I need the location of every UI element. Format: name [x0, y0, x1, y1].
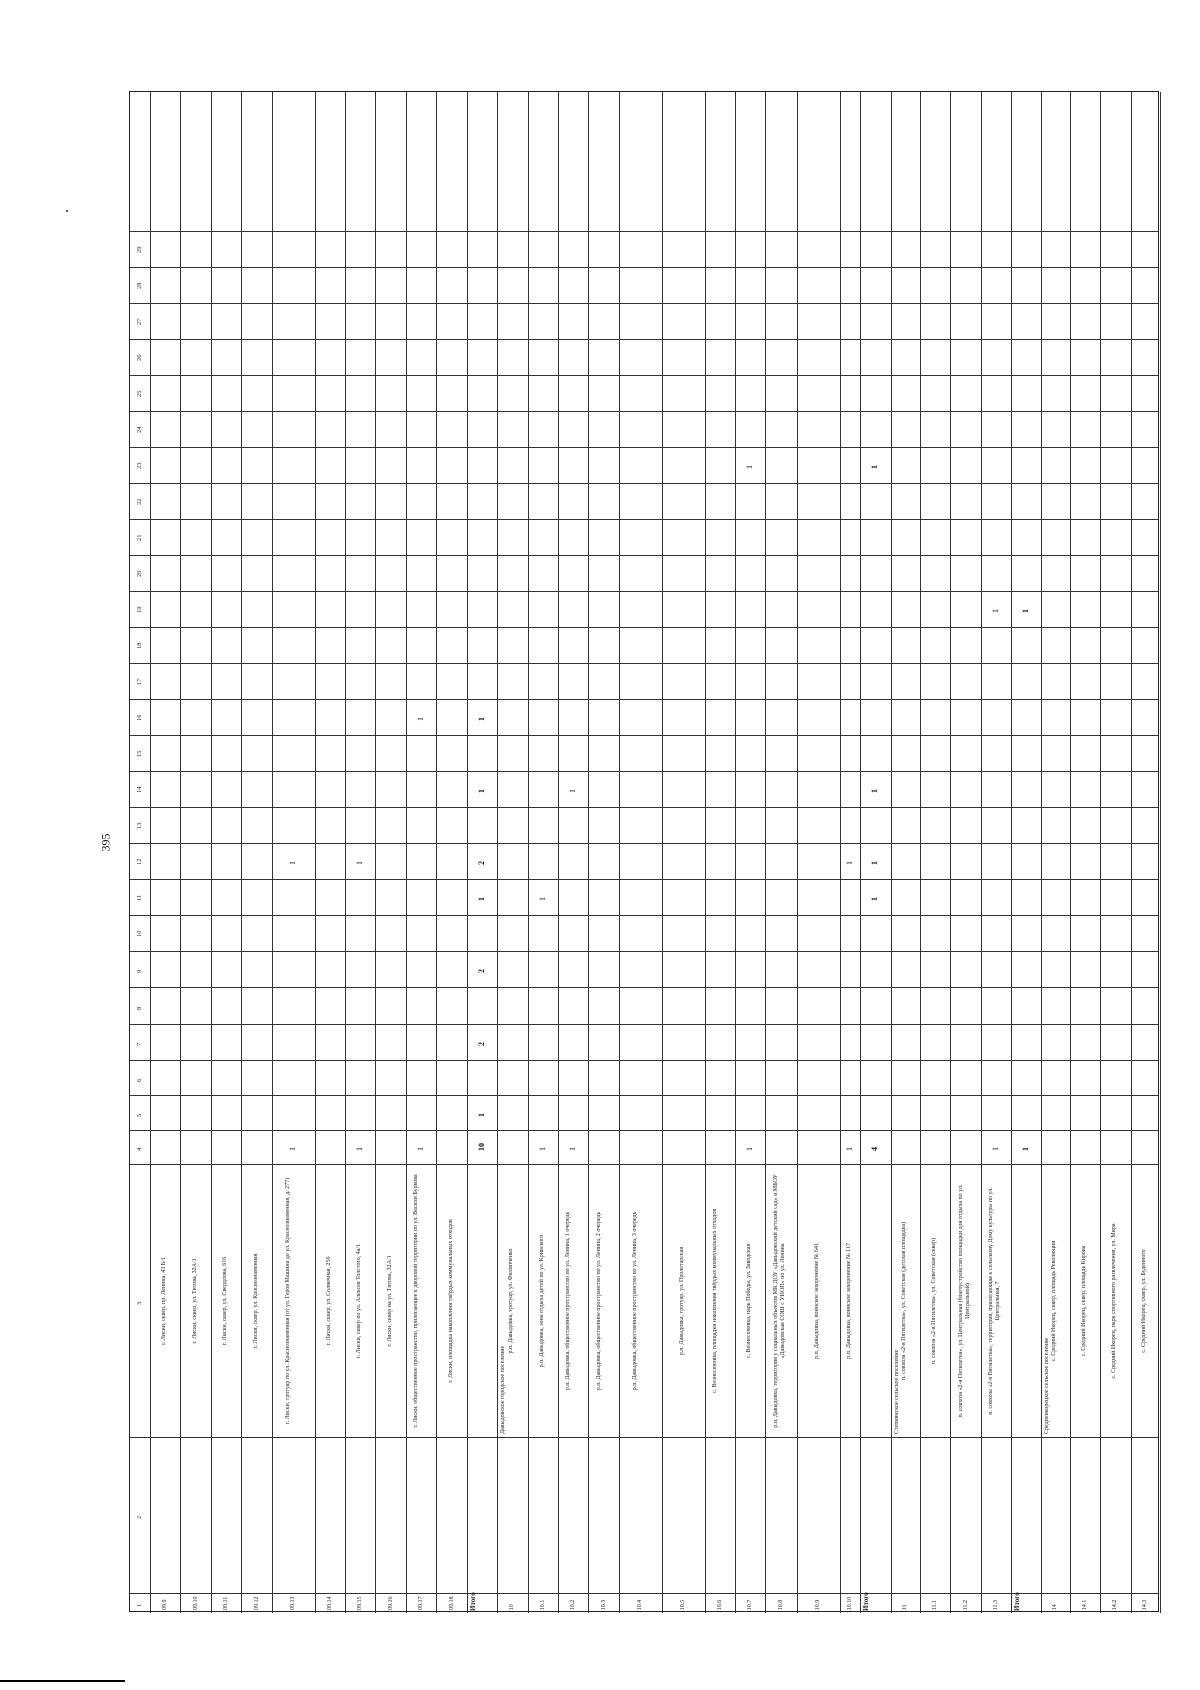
column-divider — [130, 1060, 1158, 1061]
column-divider — [130, 879, 1158, 880]
object-address: р.п. Давыдовка, общественное пространство по ул. Ленина, 1 очередь — [565, 1211, 572, 1391]
row-number: 109.12 — [253, 1596, 260, 1613]
object-address: р.п. Давыдовка, тротуар, ул. Пролетарская — [679, 1246, 686, 1356]
bottom-rule — [0, 1680, 125, 1682]
cell-value: 1 — [288, 1147, 298, 1151]
object-address: с. Средний Икорец, сквер, площадь Кирова — [1081, 1245, 1088, 1357]
cell-value: 1 — [476, 789, 486, 793]
column-number: 22 — [136, 498, 143, 505]
column-number: 6 — [136, 1078, 143, 1082]
object-address: г. Лиски, сквер, ул. Титова, 32А/1 — [191, 1258, 198, 1344]
column-divider — [130, 771, 1158, 772]
cell-value: 1 — [355, 1147, 365, 1151]
row-number: 109.16 — [387, 1596, 394, 1613]
column-divider — [130, 1593, 1158, 1594]
column-number: 5 — [136, 1113, 143, 1117]
object-address: р.п. Давыдовка, воинское захоронение № 117 — [846, 1243, 852, 1359]
row-number: 109.15 — [357, 1596, 364, 1613]
row-divider — [272, 92, 273, 1613]
column-number: 21 — [136, 534, 143, 541]
row-divider — [588, 92, 589, 1613]
page-number: 395 — [98, 833, 113, 852]
row-divider — [1131, 92, 1132, 1613]
row-divider — [735, 92, 736, 1613]
row-number: 110.10 — [847, 1596, 853, 1613]
row-divider — [211, 92, 212, 1613]
column-number: 24 — [136, 426, 143, 433]
row-number: 114.2 — [1112, 1599, 1119, 1613]
column-divider — [130, 483, 1158, 484]
row-number: 110.2 — [570, 1599, 577, 1613]
row-number: 111.2 — [962, 1599, 969, 1613]
cell-value: 1 — [537, 897, 547, 901]
column-divider — [130, 339, 1158, 340]
column-number: 11 — [136, 894, 143, 901]
column-divider — [130, 1437, 1158, 1438]
cell-value: 1 — [870, 465, 880, 469]
column-number: 13 — [136, 822, 143, 829]
object-address: р.п. Давыдовка, тротуар, ул. Филипченко — [508, 1248, 515, 1354]
cell-value: 10 — [476, 1143, 486, 1151]
column-number: 29 — [136, 246, 143, 253]
object-address: п. совхоза «2-я Пятилетка», ул. Советская (детская площадка) — [901, 1221, 908, 1381]
row-divider — [467, 92, 468, 1613]
column-divider — [130, 231, 1158, 232]
cell-value: 1 — [870, 861, 880, 865]
column-number: 25 — [136, 390, 143, 397]
object-address: р.п. Давыдовка, воинское захоронение № 641 — [814, 1243, 821, 1359]
column-divider — [130, 555, 1158, 556]
row-divider — [797, 92, 798, 1613]
object-address: р.п. Давыдовка, территория у социальных объектов МК ДОУ «Давыдовский детский сад» и МБОУ «Давыдовская СОШ с УИОП» по ул. Ленина — [773, 1174, 787, 1428]
object-address: с. Вознесеновка, площадки накопления твёрдых коммунальных отходов — [711, 1208, 718, 1394]
row-number: 110.4 — [637, 1599, 644, 1613]
object-address: с. Средний Икорец, парк спортивного развлечения, ул. Мира — [1111, 1223, 1118, 1379]
row-number: 111.3 — [992, 1599, 999, 1613]
cell-value: 1 — [745, 465, 755, 469]
column-number: 28 — [136, 282, 143, 289]
object-address: с. Вознесеновка, парк Победы, ул. Заводская — [746, 1243, 753, 1359]
object-address: г. Лиски, сквер, ул. Солнечная, 256 — [325, 1256, 332, 1346]
cell-value: 2 — [476, 969, 486, 973]
row-number: 114.1 — [1082, 1599, 1089, 1613]
row-divider — [860, 92, 861, 1613]
object-address: г. Лиски, общественное пространство, прилегающее к дворовой территории по ул. Васили Буркова — [413, 1174, 420, 1428]
total-label: Итого — [862, 1592, 871, 1611]
row-divider — [497, 92, 498, 1613]
row-divider — [345, 92, 346, 1613]
column-number: 14 — [136, 786, 143, 793]
column-number: 7 — [136, 1042, 143, 1046]
column-divider — [130, 1024, 1158, 1025]
row-divider — [558, 92, 559, 1613]
section-title: Среднеикорецкое сельское поселение — [1043, 1337, 1050, 1434]
column-number: 18 — [136, 642, 143, 649]
column-divider — [130, 663, 1158, 664]
object-address: г. Лиски, сквер, пр. Ленина, 43 Б/1 — [161, 1257, 168, 1345]
cell-value: 1 — [476, 1112, 486, 1117]
row-number: 109.13 — [290, 1596, 297, 1613]
object-address: п. совхоза «2-я Пятилетка», ул. Центральная (благоустройство площадки для отдыха по ул. Центральной) — [957, 1184, 971, 1418]
row-divider — [662, 92, 663, 1613]
column-divider — [130, 519, 1158, 520]
cell-value: 1 — [568, 1147, 578, 1151]
object-address: г. Лиски, сквер на ул. Титова, 32А/1 — [386, 1255, 393, 1347]
total-label: Итого — [1013, 1592, 1022, 1611]
rotated-table — [129, 91, 1159, 1612]
column-number: 27 — [136, 318, 143, 325]
column-number: 16 — [136, 714, 143, 721]
section-title: Степнянское сельское поселение — [893, 1349, 900, 1434]
column-divider — [130, 987, 1158, 988]
column-divider — [130, 735, 1158, 736]
row-divider — [950, 92, 951, 1613]
row-divider — [528, 92, 529, 1613]
object-address: с. Средний Икорец, сквер, площадь Революции — [1051, 1240, 1058, 1362]
row-divider — [436, 92, 437, 1613]
cell-value: 1 — [568, 789, 578, 793]
column-divider — [130, 267, 1158, 268]
row-number: 109.18 — [448, 1596, 455, 1613]
object-address: р.п. Давыдовка, общественное пространство по ул. Ленина, 3 очередь — [632, 1211, 639, 1391]
row-number: 114 — [1052, 1604, 1059, 1613]
cell-value: 1 — [355, 861, 365, 865]
row-number: 109.17 — [418, 1596, 425, 1613]
row-number: 114.3 — [1142, 1599, 1149, 1613]
row-number: 110 — [509, 1604, 516, 1613]
row-number: 110.1 — [539, 1599, 546, 1613]
row-number: 110.8 — [778, 1599, 785, 1613]
row-divider — [1041, 92, 1042, 1613]
row-divider — [1011, 92, 1012, 1613]
cell-value: 1 — [870, 789, 880, 793]
cell-value: 1 — [990, 1147, 1000, 1151]
column-number: 19 — [136, 606, 143, 613]
row-divider — [150, 92, 151, 1613]
object-address: г. Лиски, площадка накопления твёрдых коммунальных отходов — [447, 1219, 454, 1383]
column-number: 20 — [136, 570, 143, 577]
column-divider — [130, 1130, 1158, 1131]
total-label: Итого — [468, 1592, 477, 1611]
row-divider — [705, 92, 706, 1613]
object-address: р.п. Давыдовка, зона отдыха детей по ул. Кривского — [538, 1234, 545, 1368]
column-number: 15 — [136, 750, 143, 757]
object-address: п. совхоза «2-я Пятилетка», ул. Советская (сквер) — [931, 1237, 938, 1365]
row-divider — [1070, 92, 1071, 1613]
column-number: 12 — [136, 858, 143, 865]
cell-value: 2 — [476, 861, 486, 865]
column-divider — [130, 375, 1158, 376]
object-address: г. Лиски, сквер, ул. Краснознаменная — [252, 1253, 259, 1349]
cell-value: 2 — [476, 1042, 486, 1046]
cell-value: 1 — [990, 609, 1000, 613]
cell-value: 1 — [745, 1147, 755, 1151]
cell-value: 1 — [537, 1147, 547, 1151]
column-number: 10 — [136, 930, 143, 937]
column-divider — [130, 915, 1158, 916]
cell-value: 1 — [476, 897, 486, 901]
cell-value: 1 — [288, 861, 298, 865]
cell-value: 1 — [416, 1147, 426, 1151]
column-divider — [130, 303, 1158, 304]
column-number: 26 — [136, 354, 143, 361]
column-divider — [130, 627, 1158, 628]
column-divider — [130, 1164, 1158, 1165]
column-number: 8 — [136, 1006, 143, 1010]
column-number: 1 — [136, 1603, 143, 1607]
row-number: 110.7 — [747, 1599, 754, 1613]
row-divider — [840, 92, 841, 1613]
object-address: с. Средний Икорец, сквер, ул. Буденного — [1141, 1249, 1148, 1353]
row-number: 109.9 — [162, 1599, 169, 1613]
row-divider — [765, 92, 766, 1613]
object-address: п. совхоза «2-я Пятилетка», территория, прилегающая к сельскому Дому культуры по ул. Центральная, 7 — [987, 1187, 1001, 1415]
row-number: 109.11 — [223, 1596, 230, 1613]
cell-value: 1 — [845, 861, 854, 865]
row-divider — [375, 92, 376, 1613]
column-divider — [130, 411, 1158, 412]
cell-value: 1 — [845, 1147, 854, 1151]
column-divider — [130, 1095, 1158, 1096]
column-number: 2 — [136, 1515, 143, 1519]
column-divider — [130, 591, 1158, 592]
row-divider — [180, 92, 181, 1613]
cell-value: 1 — [1020, 1147, 1030, 1151]
cell-value: 1 — [1020, 609, 1030, 613]
row-divider — [1100, 92, 1101, 1613]
cell-value: 1 — [416, 717, 426, 721]
row-divider — [891, 92, 892, 1613]
cell-value: 1 — [870, 897, 880, 901]
row-divider — [315, 92, 316, 1613]
cell-value: 4 — [870, 1147, 880, 1151]
row-number: 111 — [902, 1604, 909, 1613]
column-divider — [130, 447, 1158, 448]
column-divider — [130, 807, 1158, 808]
row-number: 109.14 — [326, 1596, 333, 1613]
column-divider — [130, 843, 1158, 844]
scan-speck — [66, 210, 68, 212]
row-number: 110.6 — [716, 1599, 723, 1613]
section-title: Давыдовское городское поселение — [500, 1345, 507, 1434]
row-number: 110.5 — [680, 1599, 687, 1613]
row-number: 109.10 — [192, 1596, 199, 1613]
column-number: 23 — [136, 462, 143, 469]
column-divider — [130, 951, 1158, 952]
column-number: 9 — [136, 969, 143, 973]
row-number: 111.1 — [932, 1599, 939, 1613]
row-divider — [406, 92, 407, 1613]
row-divider — [920, 92, 921, 1613]
row-divider — [241, 92, 242, 1613]
object-address: г. Лиски, тротуар по ул. Краснознаменная (от ул. Героя Машина до ул. Краснознаменная, д. 277) — [285, 1177, 292, 1425]
row-divider — [1160, 92, 1161, 1613]
row-number: 110.3 — [600, 1599, 607, 1613]
column-number: 4 — [136, 1147, 143, 1151]
row-divider — [619, 92, 620, 1613]
object-address: г. Лиски, сквер по ул. Алексея Толстого, 4а/1 — [356, 1243, 363, 1359]
object-address: г. Лиски, сквер, ул. Свердлова, 616 — [222, 1256, 229, 1346]
object-address: р.п. Давыдовка, общественное пространство по ул. Ленина, 2 очередь — [595, 1211, 602, 1391]
row-divider — [981, 92, 982, 1613]
cell-value: 1 — [476, 717, 486, 721]
column-number: 17 — [136, 678, 143, 685]
row-number: 110.9 — [815, 1599, 822, 1613]
column-divider — [130, 699, 1158, 700]
column-number: 3 — [136, 1301, 143, 1305]
